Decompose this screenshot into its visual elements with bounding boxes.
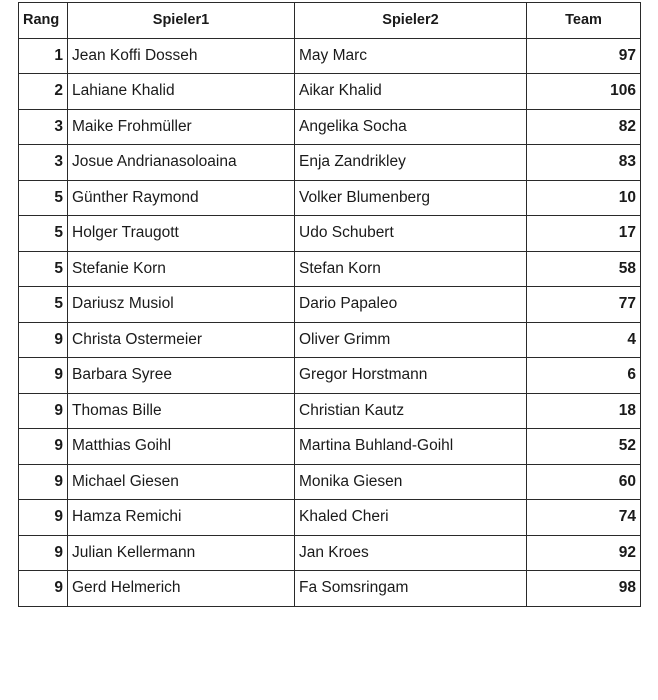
header-rang: Rang bbox=[19, 3, 68, 39]
spieler1-cell: Jean Koffi Dosseh bbox=[68, 38, 295, 74]
rang-cell: 9 bbox=[19, 500, 68, 536]
spieler2-cell: Khaled Cheri bbox=[295, 500, 527, 536]
spieler2-cell: Aikar Khalid bbox=[295, 74, 527, 110]
spieler1-cell: Dariusz Musiol bbox=[68, 287, 295, 323]
rang-cell: 9 bbox=[19, 429, 68, 465]
spieler1-cell: Thomas Bille bbox=[68, 393, 295, 429]
team-cell: 106 bbox=[527, 74, 641, 110]
rang-cell: 9 bbox=[19, 322, 68, 358]
table-row bbox=[19, 145, 641, 181]
spieler2-cell: Udo Schubert bbox=[295, 216, 527, 252]
table-row bbox=[19, 180, 641, 216]
table-row bbox=[19, 358, 641, 394]
table-row bbox=[19, 109, 641, 145]
spieler2-cell: Martina Buhland-Goihl bbox=[295, 429, 527, 465]
header-row bbox=[19, 3, 641, 39]
table-row bbox=[19, 38, 641, 74]
table-row bbox=[19, 74, 641, 110]
table-row bbox=[19, 464, 641, 500]
header-team: Team bbox=[527, 3, 641, 39]
spieler2-cell: Monika Giesen bbox=[295, 464, 527, 500]
spieler2-cell: Fa Somsringam bbox=[295, 571, 527, 607]
spieler1-cell: Lahiane Khalid bbox=[68, 74, 295, 110]
team-cell: 52 bbox=[527, 429, 641, 465]
ranking-table-body bbox=[19, 38, 641, 606]
team-cell: 58 bbox=[527, 251, 641, 287]
team-cell: 77 bbox=[527, 287, 641, 323]
header-spieler1: Spieler1 bbox=[68, 3, 295, 39]
rang-cell: 9 bbox=[19, 571, 68, 607]
team-cell: 10 bbox=[527, 180, 641, 216]
table-row bbox=[19, 393, 641, 429]
spieler1-cell: Matthias Goihl bbox=[68, 429, 295, 465]
ranking-table bbox=[18, 2, 641, 607]
rang-cell: 9 bbox=[19, 358, 68, 394]
spieler1-cell: Holger Traugott bbox=[68, 216, 295, 252]
team-cell: 98 bbox=[527, 571, 641, 607]
spieler1-cell: Josue Andrianasoloaina bbox=[68, 145, 295, 181]
team-cell: 6 bbox=[527, 358, 641, 394]
rang-cell: 9 bbox=[19, 464, 68, 500]
table-row bbox=[19, 251, 641, 287]
rang-cell: 5 bbox=[19, 287, 68, 323]
table-row bbox=[19, 535, 641, 571]
table-row bbox=[19, 322, 641, 358]
spieler1-cell: Günther Raymond bbox=[68, 180, 295, 216]
spieler2-cell: Oliver Grimm bbox=[295, 322, 527, 358]
team-cell: 18 bbox=[527, 393, 641, 429]
rang-cell: 3 bbox=[19, 145, 68, 181]
spieler1-cell: Hamza Remichi bbox=[68, 500, 295, 536]
rang-cell: 3 bbox=[19, 109, 68, 145]
spieler1-cell: Maike Frohmüller bbox=[68, 109, 295, 145]
team-cell: 4 bbox=[527, 322, 641, 358]
team-cell: 74 bbox=[527, 500, 641, 536]
rang-cell: 9 bbox=[19, 393, 68, 429]
rang-cell: 5 bbox=[19, 216, 68, 252]
team-cell: 97 bbox=[527, 38, 641, 74]
rang-cell: 5 bbox=[19, 251, 68, 287]
table-row bbox=[19, 429, 641, 465]
table-row bbox=[19, 500, 641, 536]
rang-cell: 2 bbox=[19, 74, 68, 110]
spieler2-cell: Dario Papaleo bbox=[295, 287, 527, 323]
spieler2-cell: Gregor Horstmann bbox=[295, 358, 527, 394]
rang-cell: 1 bbox=[19, 38, 68, 74]
team-cell: 82 bbox=[527, 109, 641, 145]
table-row bbox=[19, 571, 641, 607]
spieler1-cell: Barbara Syree bbox=[68, 358, 295, 394]
table-row bbox=[19, 287, 641, 323]
rang-cell: 5 bbox=[19, 180, 68, 216]
spieler1-cell: Julian Kellermann bbox=[68, 535, 295, 571]
team-cell: 92 bbox=[527, 535, 641, 571]
spieler2-cell: Christian Kautz bbox=[295, 393, 527, 429]
team-cell: 83 bbox=[527, 145, 641, 181]
spieler1-cell: Christa Ostermeier bbox=[68, 322, 295, 358]
table-row bbox=[19, 216, 641, 252]
spieler2-cell: Angelika Socha bbox=[295, 109, 527, 145]
spieler1-cell: Gerd Helmerich bbox=[68, 571, 295, 607]
spieler1-cell: Stefanie Korn bbox=[68, 251, 295, 287]
spieler2-cell: Volker Blumenberg bbox=[295, 180, 527, 216]
spieler2-cell: Stefan Korn bbox=[295, 251, 527, 287]
spieler2-cell: Enja Zandrikley bbox=[295, 145, 527, 181]
team-cell: 17 bbox=[527, 216, 641, 252]
spieler2-cell: May Marc bbox=[295, 38, 527, 74]
header-spieler2: Spieler2 bbox=[295, 3, 527, 39]
spieler1-cell: Michael Giesen bbox=[68, 464, 295, 500]
rang-cell: 9 bbox=[19, 535, 68, 571]
spieler2-cell: Jan Kroes bbox=[295, 535, 527, 571]
team-cell: 60 bbox=[527, 464, 641, 500]
